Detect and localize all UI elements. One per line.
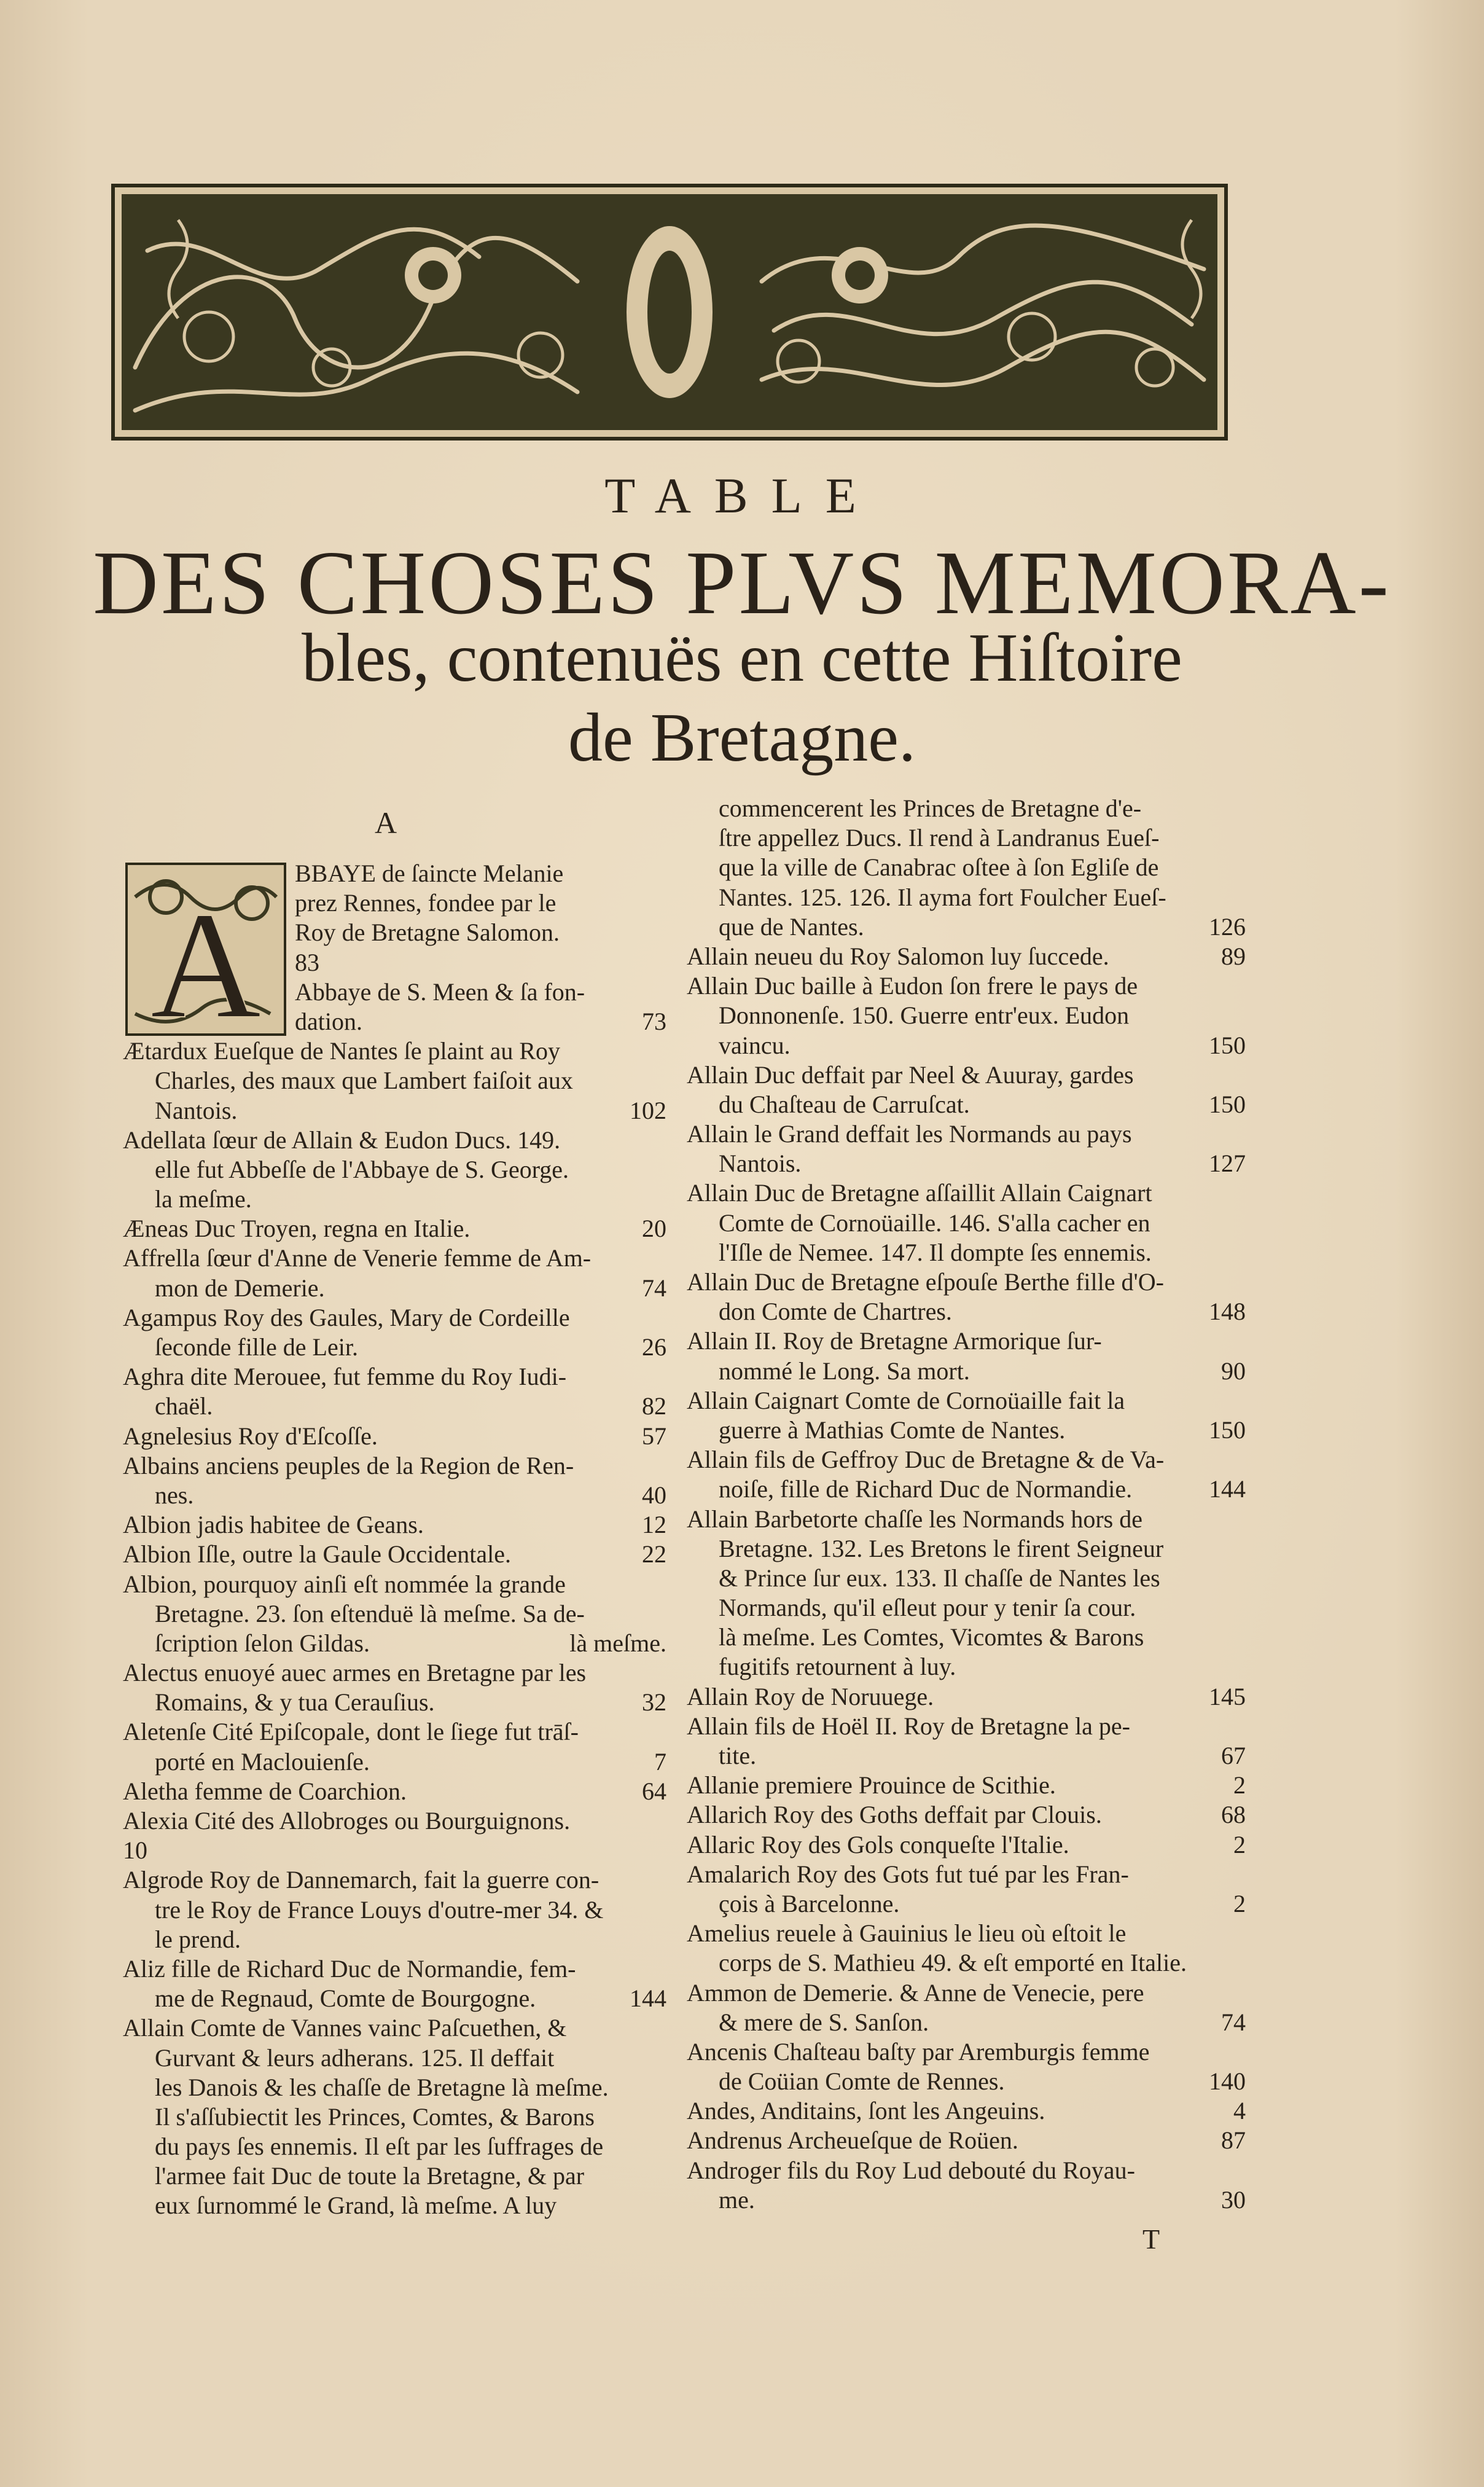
entry-text: Ancenis Chaſteau baſty par Aremburgis femme — [687, 2037, 1150, 2066]
index-entry-line — [123, 1865, 666, 1895]
index-entry-line — [687, 1031, 1246, 1060]
entry-text: Andrenus Archeueſque de Roüen. — [687, 2126, 1018, 2155]
index-entry-line — [687, 1267, 1246, 1297]
entry-text: la meſme. — [155, 1185, 252, 1213]
index-entry-line — [123, 2161, 666, 2191]
index-entry-line — [687, 853, 1246, 882]
index-entry-line — [123, 1244, 666, 1273]
index-entry-line — [687, 1505, 1246, 1534]
main-title: DES CHOSES PLVS MEMORA- — [93, 533, 1391, 633]
index-entry-line — [123, 1422, 666, 1451]
index-entry-line — [687, 1416, 1246, 1445]
entry-text: Allain Barbetorte chaſſe les Normands hors de — [687, 1505, 1142, 1533]
entry-text: don Comte de Chartres. — [719, 1298, 952, 1326]
subtitle-line-1: bles, contenuës en cette Hiſtoire — [302, 620, 1182, 696]
entry-text: Nantois. — [155, 1096, 238, 1124]
page-number: 89 — [1221, 942, 1246, 970]
entry-text: commencerent les Princes de Bretagne d'e- — [719, 794, 1142, 822]
index-entry-line — [123, 1599, 666, 1629]
index-entry-line — [687, 2126, 1246, 2155]
index-entry-line — [123, 1126, 666, 1155]
entry-text: Bretagne. 23. ſon eſtenduë là meſme. Sa de- — [155, 1599, 585, 1627]
entry-text: Romains, & y tua Cerauſius. — [155, 1688, 435, 1717]
entry-text: Allain Roy de Noruuege. — [687, 1682, 934, 1710]
entry-text: Albion, pourquoy ainſi eſt nommée la grande — [123, 1570, 566, 1598]
index-entry-line — [687, 1564, 1246, 1593]
entry-text: Algrode Roy de Dannemarch, fait la guerre con- — [123, 1866, 599, 1894]
index-entry-line — [687, 823, 1246, 853]
index-entry-line — [687, 1326, 1246, 1356]
entry-text: nommé le Long. Sa mort. — [719, 1357, 970, 1385]
entry-text: Allain Caignart Comte de Cornoüaille fait la — [687, 1386, 1125, 1414]
page-number: 40 — [642, 1481, 666, 1509]
entry-text: Agampus Roy des Gaules, Mary de Cordeille — [123, 1303, 570, 1331]
index-entry-line — [123, 1096, 666, 1126]
entry-text: Allain Duc deffait par Neel & Auuray, gardes — [687, 1060, 1134, 1089]
index-entry-line — [687, 1357, 1246, 1386]
page-number: 148 — [1209, 1298, 1246, 1326]
entry-text: Aletenſe Cité Epiſcopale, dont le ſiege fut trāſ- — [123, 1718, 579, 1746]
index-entry-line — [123, 1984, 666, 2013]
index-entry-line — [687, 2185, 1246, 2215]
entry-text: noiſe, fille de Richard Duc de Normandie. — [719, 1475, 1133, 1503]
entry-text: porté en Maclouienſe. — [155, 1747, 370, 1776]
page-number: là meſme. — [569, 1629, 666, 1657]
entry-text: Agnelesius Roy d'Eſcoſſe. — [123, 1422, 378, 1450]
index-entry-line — [687, 942, 1246, 971]
entry-text: & Prince ſur eux. 133. Il chaſſe de Nantes les — [719, 1564, 1160, 1592]
entry-text: de Coüian Comte de Rennes. — [719, 2067, 1005, 2096]
entry-text: me. — [719, 2185, 755, 2214]
index-entry-line — [123, 1836, 666, 1865]
entry-text: l'Iſle de Nemee. 147. Il dompte ſes ennemis. — [719, 1238, 1152, 1266]
section-letter: A — [375, 805, 397, 840]
page-number: 144 — [1209, 1475, 1246, 1503]
index-entry-line — [687, 1149, 1246, 1178]
index-entry-line — [687, 1534, 1246, 1564]
entry-text: 10 — [123, 1836, 147, 1865]
page-number: 64 — [642, 1777, 666, 1805]
entry-text: tre le Roy de France Louys d'outre-mer 34. & — [155, 1895, 604, 1924]
entry-text: guerre à Mathias Comte de Nantes. — [719, 1416, 1066, 1444]
entry-text: Aletha femme de Coarchion. — [123, 1777, 407, 1805]
index-entry-line — [123, 1747, 666, 1777]
index-entry-line — [687, 1771, 1246, 1800]
catchword: T — [1142, 2223, 1160, 2255]
index-entry-line — [123, 1777, 666, 1806]
page-number: 102 — [630, 1096, 666, 1124]
entry-text: Albion Iſle, outre la Gaule Occidentale. — [123, 1540, 511, 1569]
index-entry-line — [687, 1889, 1246, 1919]
entry-text: elle fut Abbeſſe de l'Abbaye de S. George. — [155, 1155, 569, 1183]
page-number: 12 — [642, 1511, 666, 1539]
entry-text: Affrella ſœur d'Anne de Venerie femme de Am- — [123, 1244, 592, 1272]
page-number: 2 — [1233, 1771, 1246, 1800]
index-entry-line — [123, 2073, 666, 2102]
index-entry-line — [123, 1362, 666, 1392]
index-entry-line — [295, 977, 666, 1007]
page-number: 74 — [642, 1274, 666, 1302]
entry-text: nes. — [155, 1481, 194, 1509]
page-number: 87 — [1221, 2126, 1246, 2155]
index-entry-line — [123, 1510, 666, 1540]
index-entry-line — [687, 1238, 1246, 1267]
page-number: 127 — [1209, 1150, 1246, 1178]
entry-text: me de Regnaud, Comte de Bourgogne. — [155, 1984, 536, 2013]
entry-text: Ætardux Eueſque de Nantes ſe plaint au Roy — [123, 1037, 561, 1065]
index-entry-line — [687, 1090, 1246, 1119]
entry-text: Aliz fille de Richard Duc de Normandie, fem- — [123, 1954, 576, 1983]
index-entry-line — [687, 1860, 1246, 1889]
entry-text: Charles, des maux que Lambert faiſoit aux — [155, 1067, 573, 1095]
index-entry-line — [687, 2067, 1246, 2096]
index-entry-line — [123, 1658, 666, 1688]
page-number: 22 — [642, 1540, 666, 1569]
table-heading: TABLE — [604, 468, 880, 523]
page-number: 57 — [642, 1422, 666, 1450]
entry-text: çois à Barcelonne. — [719, 1889, 900, 1917]
index-entry-line — [123, 1451, 666, 1481]
page-number: 26 — [642, 1333, 666, 1361]
index-entry-line — [687, 1593, 1246, 1623]
entry-text: 83 — [295, 948, 319, 976]
entry-text: Albion jadis habitee de Geans. — [123, 1511, 424, 1539]
entry-text: eux ſurnommé le Grand, là meſme. A luy — [155, 2191, 557, 2220]
index-entry-line — [123, 2191, 666, 2220]
entry-text: fugitifs retournent à luy. — [719, 1653, 956, 1681]
index-entry-line — [687, 2037, 1246, 2067]
index-entry-line — [295, 918, 666, 947]
index-entry-line — [123, 1333, 666, 1362]
entry-text: Bretagne. 132. Les Bretons le firent Seigneur — [719, 1534, 1164, 1562]
index-entry-line — [687, 883, 1246, 912]
entry-text: Allain Comte de Vannes vainc Paſcuethen, & — [123, 2014, 567, 2042]
entry-text: ſcription ſelon Gildas. — [155, 1629, 370, 1657]
index-entry-line — [687, 1475, 1246, 1504]
entry-text: Abbaye de S. Meen & ſa fon- — [295, 977, 585, 1006]
entry-text: Gurvant & leurs adherans. 125. Il deffait — [155, 2043, 555, 2072]
entry-text: Allain fils de Hoël II. Roy de Bretagne la pe- — [687, 1712, 1130, 1740]
index-entry-line — [123, 2043, 666, 2073]
index-entry-line — [687, 1178, 1246, 1208]
page-number: 150 — [1209, 1031, 1246, 1059]
entry-text: Roy de Bretagne Salomon. — [295, 918, 560, 947]
index-entry-line — [295, 948, 666, 977]
index-entry-line — [687, 1682, 1246, 1712]
entry-text: corps de S. Mathieu 49. & eſt emporté en Italie. — [719, 1949, 1187, 1977]
entry-text: chaël. — [155, 1392, 213, 1420]
drop-cap-letter: A — [150, 880, 262, 1038]
entry-text: Allain fils de Geffroy Duc de Bretagne & de Va- — [687, 1446, 1165, 1474]
entry-text: Allain neueu du Roy Salomon luy ſuccede. — [687, 942, 1109, 970]
entry-text: Amalarich Roy des Gots fut tué par les Fran- — [687, 1860, 1129, 1888]
index-entry-line — [687, 1919, 1246, 1948]
index-entry-line — [123, 1717, 666, 1747]
entry-text: Allain Duc de Bretagne eſpouſe Berthe fille d'O- — [687, 1268, 1164, 1296]
index-entry-line — [295, 888, 666, 918]
index-entry-line — [123, 2132, 666, 2161]
entry-text: ſeconde fille de Leir. — [155, 1333, 358, 1361]
entry-text: là meſme. Les Comtes, Vicomtes & Barons — [719, 1623, 1144, 1651]
index-entry-line — [123, 1066, 666, 1095]
page-number: 126 — [1209, 912, 1246, 941]
entry-text: Normands, qu'il eſleut pour y tenir ſa cour. — [719, 1594, 1136, 1622]
index-entry-line — [687, 2156, 1246, 2185]
entry-text: prez Rennes, fondee par le — [295, 889, 556, 917]
index-entry-line — [687, 971, 1246, 1001]
entry-text: tite. — [719, 1742, 757, 1769]
entry-text: l'armee fait Duc de toute la Bretagne, & par — [155, 2162, 585, 2190]
index-entry-line — [687, 1830, 1246, 1860]
index-entry-line — [687, 1001, 1246, 1030]
page-number: 74 — [1221, 2008, 1246, 2036]
entry-text: Nantois. — [719, 1150, 802, 1178]
index-entry-line — [295, 1007, 666, 1036]
index-entry-line — [123, 1481, 666, 1510]
index-entry-line — [687, 1297, 1246, 1326]
page-number: 7 — [654, 1747, 666, 1776]
index-entry-line — [123, 1274, 666, 1303]
page-number: 32 — [642, 1688, 666, 1717]
entry-text: le prend. — [155, 1925, 241, 1953]
page-number: 4 — [1233, 2097, 1246, 2125]
page-number: 144 — [630, 1984, 666, 2013]
entry-text: BBAYE de ſaincte Melanie — [295, 860, 564, 887]
index-entry-line — [687, 912, 1246, 942]
index-entry-line — [123, 1570, 666, 1599]
page-number: 82 — [642, 1392, 666, 1420]
entry-text: Ammon de Demerie. & Anne de Venecie, pere — [687, 1978, 1144, 2007]
page-number: 67 — [1221, 1742, 1246, 1769]
entry-text: ſtre appellez Ducs. Il rend à Landranus Eueſ- — [719, 824, 1160, 852]
entry-text: Donnonenſe. 150. Guerre entr'eux. Eudon — [719, 1001, 1130, 1030]
index-column-right — [687, 794, 1246, 2215]
entry-text: Adellata ſœur de Allain & Eudon Ducs. 149. — [123, 1126, 561, 1154]
index-entry-line — [123, 1629, 666, 1658]
entry-text: Allain II. Roy de Bretagne Armorique ſur- — [687, 1327, 1102, 1355]
index-entry-line — [123, 2102, 666, 2132]
woodcut-headpiece-ornament — [111, 183, 1228, 441]
entry-text: Allanie premiere Prouince de Scithie. — [687, 1771, 1056, 1800]
entry-text: que la ville de Canabrac oſtee à ſon Egliſe de — [719, 853, 1159, 882]
index-entry-line — [687, 1652, 1246, 1682]
entry-text: Allain Duc de Bretagne aſſaillit Allain Caignart — [687, 1179, 1152, 1207]
entry-text: Allain le Grand deffait les Normands au pays — [687, 1120, 1132, 1148]
index-entry-line — [687, 1948, 1246, 1978]
page-number: 150 — [1209, 1090, 1246, 1118]
entry-text: Allarich Roy des Goths deffait par Clouis. — [687, 1801, 1102, 1829]
index-entry-line — [687, 1741, 1246, 1771]
entry-text: Alectus enuoyé auec armes en Bretagne par les — [123, 1659, 587, 1687]
index-entry-line — [123, 1303, 666, 1333]
entry-text: Allain Duc baille à Eudon ſon frere le pays de — [687, 972, 1138, 1000]
entry-text: Allaric Roy des Gols conqueſte l'Italie. — [687, 1830, 1069, 1858]
entry-text: Aghra dite Merouee, fut femme du Roy Iudi- — [123, 1363, 567, 1391]
page-number: 2 — [1233, 1889, 1246, 1917]
index-entry-line — [123, 1895, 666, 1925]
entry-text: vaincu. — [719, 1031, 791, 1059]
entry-text: du Chaſteau de Carruſcat. — [719, 1090, 970, 1118]
index-entry-line — [687, 1445, 1246, 1475]
entry-text: Il s'aſſubiectit les Princes, Comtes, & Barons — [155, 2102, 595, 2131]
page-number: 145 — [1209, 1682, 1246, 1710]
entry-text: Andes, Anditains, ſont les Angeuins. — [687, 2097, 1045, 2125]
subtitle-line-2: de Bretagne. — [568, 700, 916, 776]
index-entry-line — [123, 1214, 666, 1244]
index-entry-line — [687, 1712, 1246, 1741]
entry-text: & mere de S. Sanſon. — [719, 2008, 929, 2036]
index-entry-line — [123, 2013, 666, 2043]
index-entry-line — [687, 1623, 1246, 1652]
index-entry-line — [123, 1155, 666, 1185]
index-entry-line — [687, 1119, 1246, 1149]
index-column-left — [123, 859, 666, 2221]
index-entry-line — [123, 1036, 666, 1066]
page-number: 73 — [642, 1007, 666, 1035]
index-entry-line — [295, 859, 666, 888]
page-number: 2 — [1233, 1830, 1246, 1858]
entry-text: les Danois & les chaſſe de Bretagne là meſme. — [155, 2073, 609, 2101]
entry-text: Comte de Cornoüaille. 146. S'alla cacher en — [719, 1208, 1150, 1237]
index-entry-line — [123, 1954, 666, 1984]
entry-text: mon de Demerie. — [155, 1274, 325, 1302]
index-entry-line — [687, 1208, 1246, 1238]
index-entry-line — [687, 1978, 1246, 2008]
index-entry-line — [687, 1386, 1246, 1416]
entry-text: dation. — [295, 1007, 362, 1035]
index-entry-line — [687, 2008, 1246, 2037]
page-number: 150 — [1209, 1416, 1246, 1444]
index-entry-line — [687, 1060, 1246, 1090]
entry-text: que de Nantes. — [719, 912, 864, 941]
page-number: 30 — [1221, 2185, 1246, 2214]
page-number: 20 — [642, 1215, 666, 1243]
page-number: 140 — [1209, 2067, 1246, 2096]
page-number: 68 — [1221, 1801, 1246, 1829]
page-number: 90 — [1221, 1357, 1246, 1385]
entry-text: Alexia Cité des Allobroges ou Bourguignons. — [123, 1807, 571, 1835]
index-entry-line — [687, 1800, 1246, 1830]
entry-text: Æneas Duc Troyen, regna en Italie. — [123, 1215, 471, 1243]
index-entry-line — [123, 1925, 666, 1954]
entry-text: Amelius reuele à Gauinius le lieu où eſtoit le — [687, 1919, 1127, 1948]
index-entry-line — [687, 2096, 1246, 2126]
entry-text: Androger fils du Roy Lud debouté du Royau- — [687, 2156, 1135, 2184]
entry-text: du pays ſes ennemis. Il eſt par les ſuffrages de — [155, 2133, 604, 2161]
entry-text: Nantes. 125. 126. Il ayma fort Foulcher Eueſ- — [719, 883, 1166, 911]
index-entry-line — [123, 1392, 666, 1421]
entry-text: Albains anciens peuples de la Region de Ren- — [123, 1451, 574, 1479]
index-entry-line — [123, 1688, 666, 1717]
index-entry-line — [123, 1185, 666, 1214]
index-entry-line — [123, 1540, 666, 1569]
index-entry-line — [687, 794, 1246, 823]
index-entry-line — [123, 1806, 666, 1836]
